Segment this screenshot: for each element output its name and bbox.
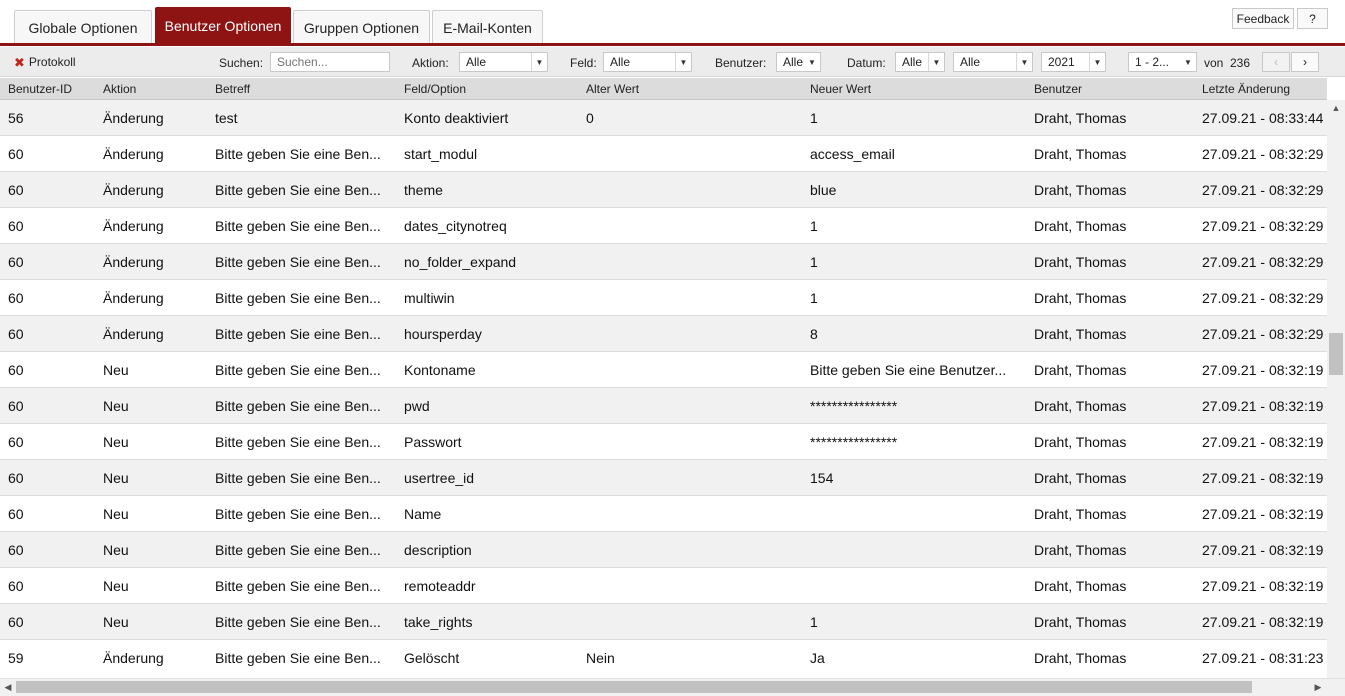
cell-neuer-wert (810, 496, 1030, 532)
cell-aktion: Neu (103, 362, 129, 378)
datum-label: Datum: (847, 56, 886, 70)
table-row[interactable] (0, 604, 1327, 640)
column-header-neuer-wert[interactable]: Neuer Wert (810, 82, 872, 96)
protokoll-label: Protokoll (28, 55, 76, 69)
cell-neuer-wert: Bitte geben Sie eine Benutzer... (810, 362, 1007, 378)
cell-benutzer-id: 60 (8, 398, 24, 414)
cell-aktion: Neu (103, 614, 129, 630)
cell-alter-wert (586, 172, 806, 208)
total-count: 236 (1230, 56, 1251, 70)
scroll-left-icon[interactable]: ◀ (4, 681, 12, 692)
cell-alter-wert (586, 568, 806, 604)
cell-alter-wert (586, 604, 806, 640)
cell-benutzer-id: 60 (8, 182, 24, 198)
scroll-up-icon[interactable]: ▲ (1331, 103, 1341, 113)
cell-benutzer-id: 60 (8, 362, 24, 378)
cell-benutzer: Draht, Thomas (1034, 182, 1127, 198)
table-body (0, 100, 1327, 675)
chevron-down-icon: ▼ (1184, 57, 1192, 67)
cell-letzte-aenderung: 27.09.21 - 08:31:23 (1202, 650, 1324, 666)
cell-letzte-aenderung: 27.09.21 - 08:33:44 (1202, 110, 1324, 126)
table-row[interactable] (0, 352, 1327, 388)
cell-betreff: Bitte geben Sie eine Ben... (215, 254, 381, 270)
cell-aktion: Neu (103, 470, 129, 486)
cell-aktion: Änderung (103, 110, 164, 126)
cell-alter-wert (586, 244, 806, 280)
cell-benutzer: Draht, Thomas (1034, 290, 1127, 306)
cell-neuer-wert: 1 (810, 254, 818, 270)
table-row[interactable] (0, 172, 1327, 208)
cell-benutzer-id: 60 (8, 146, 24, 162)
page-range-select[interactable] (1128, 52, 1197, 72)
tab-email-konten[interactable]: E-Mail-Konten (432, 10, 543, 44)
cell-benutzer-id: 60 (8, 290, 24, 306)
horizontal-scroll-thumb[interactable] (16, 681, 1252, 693)
table-row[interactable] (0, 136, 1327, 172)
cell-feld-option: hoursperday (404, 326, 482, 342)
cell-aktion: Neu (103, 506, 129, 522)
cell-alter-wert (586, 388, 806, 424)
cell-betreff: Bitte geben Sie eine Ben... (215, 290, 381, 306)
table-row[interactable] (0, 460, 1327, 496)
cell-benutzer-id: 60 (8, 470, 24, 486)
cell-benutzer: Draht, Thomas (1034, 326, 1127, 342)
cell-aktion: Neu (103, 398, 129, 414)
cell-benutzer: Draht, Thomas (1034, 110, 1127, 126)
chevron-down-icon: ▼ (531, 53, 547, 71)
chevron-down-icon: ▼ (1089, 53, 1105, 71)
benutzer-label: Benutzer: (715, 56, 767, 70)
column-header-letzte-aenderung[interactable]: Letzte Änderung (1202, 82, 1291, 96)
cell-betreff: Bitte geben Sie eine Ben... (215, 146, 381, 162)
cell-benutzer: Draht, Thomas (1034, 254, 1127, 270)
chevron-down-icon: ▼ (928, 53, 944, 71)
cell-neuer-wert: 1 (810, 218, 818, 234)
cell-aktion: Änderung (103, 326, 164, 342)
column-header-aktion[interactable]: Aktion (103, 82, 137, 96)
table-row[interactable] (0, 640, 1327, 675)
next-page-button[interactable] (1291, 52, 1319, 72)
cell-alter-wert (586, 460, 806, 496)
cell-alter-wert: Nein (586, 650, 615, 666)
cell-aktion: Änderung (103, 146, 164, 162)
cell-benutzer-id: 60 (8, 614, 24, 630)
cell-betreff: Bitte geben Sie eine Ben... (215, 362, 381, 378)
cell-aktion: Änderung (103, 650, 164, 666)
cell-letzte-aenderung: 27.09.21 - 08:32:19 (1202, 398, 1324, 414)
search-input[interactable] (270, 52, 390, 72)
cell-letzte-aenderung: 27.09.21 - 08:32:19 (1202, 614, 1324, 630)
prev-page-button[interactable] (1262, 52, 1290, 72)
cell-feld-option: Kontoname (404, 362, 476, 378)
cell-neuer-wert: 8 (810, 326, 818, 342)
cell-alter-wert (586, 424, 806, 460)
table-row[interactable] (0, 568, 1327, 604)
feedback-button[interactable]: Feedback (1232, 8, 1294, 29)
cell-feld-option: Konto deaktiviert (404, 110, 509, 126)
cell-neuer-wert: 1 (810, 614, 818, 630)
cell-benutzer: Draht, Thomas (1034, 470, 1127, 486)
cell-neuer-wert (810, 568, 1030, 604)
cell-benutzer: Draht, Thomas (1034, 146, 1127, 162)
cell-aktion: Änderung (103, 254, 164, 270)
cell-aktion: Änderung (103, 218, 164, 234)
cell-letzte-aenderung: 27.09.21 - 08:32:19 (1202, 434, 1324, 450)
chevron-down-icon: ▼ (675, 53, 691, 71)
cell-benutzer-id: 60 (8, 326, 24, 342)
cell-betreff: Bitte geben Sie eine Ben... (215, 650, 381, 666)
table-row[interactable] (0, 244, 1327, 280)
feld-label: Feld: (570, 56, 597, 70)
table-row[interactable] (0, 424, 1327, 460)
cell-betreff: Bitte geben Sie eine Ben... (215, 470, 381, 486)
chevron-right-icon: › (1303, 55, 1307, 69)
cell-benutzer-id: 60 (8, 542, 24, 558)
cell-letzte-aenderung: 27.09.21 - 08:32:19 (1202, 542, 1324, 558)
cell-alter-wert (586, 280, 806, 316)
cell-feld-option: multiwin (404, 290, 455, 306)
cell-aktion: Neu (103, 578, 129, 594)
cell-neuer-wert: access_email (810, 146, 895, 162)
cell-neuer-wert: **************** (810, 398, 898, 414)
cell-aktion: Neu (103, 434, 129, 450)
aktion-label: Aktion: (412, 56, 449, 70)
cell-feld-option: pwd (404, 398, 430, 414)
cell-alter-wert (586, 532, 806, 568)
year-value: 2021 (1048, 55, 1075, 69)
table-row[interactable] (0, 208, 1327, 244)
cell-feld-option: start_modul (404, 146, 478, 162)
cell-aktion: Neu (103, 542, 129, 558)
table-header (0, 78, 1327, 100)
cell-feld-option: remoteaddr (404, 578, 476, 594)
cell-benutzer-id: 59 (8, 650, 24, 666)
cell-feld-option: theme (404, 182, 443, 198)
vertical-scroll-thumb[interactable] (1329, 333, 1343, 375)
cell-feld-option: Name (404, 506, 442, 522)
cell-neuer-wert (810, 532, 1030, 568)
datum-value-1: Alle (902, 55, 923, 69)
cell-feld-option: description (404, 542, 472, 558)
table-row[interactable] (0, 100, 1327, 136)
cell-aktion: Änderung (103, 182, 164, 198)
cell-benutzer-id: 60 (8, 254, 24, 270)
cell-benutzer-id: 56 (8, 110, 24, 126)
cell-alter-wert: 0 (586, 110, 594, 126)
page-range-value: 1 - 2... (1135, 55, 1170, 69)
aktion-value: Alle (466, 55, 487, 69)
column-header-benutzer[interactable]: Benutzer (1034, 82, 1083, 96)
cell-benutzer: Draht, Thomas (1034, 434, 1127, 450)
feld-select[interactable] (603, 52, 692, 72)
cell-neuer-wert: 1 (810, 110, 818, 126)
datum-select-2[interactable] (953, 52, 1033, 72)
scroll-right-icon[interactable]: ▶ (1314, 681, 1322, 692)
cell-betreff: Bitte geben Sie eine Ben... (215, 542, 381, 558)
cell-letzte-aenderung: 27.09.21 - 08:32:29 (1202, 254, 1324, 270)
column-header-benutzer-id[interactable]: Benutzer-ID (8, 82, 73, 96)
datum-select-1[interactable] (895, 52, 945, 72)
column-header-alter-wert[interactable]: Alter Wert (586, 82, 640, 96)
total-prefix: von (1204, 56, 1224, 70)
chevron-down-icon: ▼ (1016, 53, 1032, 71)
cell-benutzer-id: 60 (8, 218, 24, 234)
cell-betreff: Bitte geben Sie eine Ben... (215, 182, 381, 198)
cell-feld-option: usertree_id (404, 470, 475, 486)
cell-letzte-aenderung: 27.09.21 - 08:32:29 (1202, 146, 1324, 162)
column-header-betreff[interactable]: Betreff (215, 82, 251, 96)
filter-toolbar (0, 47, 1345, 77)
cell-aktion: Änderung (103, 290, 164, 306)
cell-neuer-wert: 1 (810, 290, 818, 306)
cell-feld-option: Gelöscht (404, 650, 460, 666)
cell-betreff: Bitte geben Sie eine Ben... (215, 614, 381, 630)
tab-bar (0, 0, 1345, 46)
cell-benutzer-id: 60 (8, 578, 24, 594)
benutzer-select[interactable] (776, 52, 821, 72)
cell-neuer-wert: 154 (810, 470, 834, 486)
cell-letzte-aenderung: 27.09.21 - 08:32:19 (1202, 578, 1324, 594)
table-row[interactable] (0, 532, 1327, 568)
cell-alter-wert (586, 352, 806, 388)
cell-feld-option: no_folder_expand (404, 254, 517, 270)
search-label: Suchen: (219, 56, 264, 70)
year-select[interactable] (1041, 52, 1106, 72)
cell-benutzer: Draht, Thomas (1034, 614, 1127, 630)
help-button[interactable]: ? (1297, 8, 1328, 29)
cell-alter-wert (586, 136, 806, 172)
tab-gruppen-optionen[interactable]: Gruppen Optionen (293, 10, 430, 44)
cell-letzte-aenderung: 27.09.21 - 08:32:19 (1202, 470, 1324, 486)
cell-neuer-wert: **************** (810, 434, 898, 450)
datum-value-2: Alle (960, 55, 981, 69)
table-row[interactable] (0, 280, 1327, 316)
table-row[interactable] (0, 316, 1327, 352)
delete-icon: ✖ (14, 54, 25, 70)
cell-feld-option: Passwort (404, 434, 462, 450)
cell-neuer-wert: blue (810, 182, 837, 198)
table-row[interactable] (0, 388, 1327, 424)
cell-benutzer: Draht, Thomas (1034, 578, 1127, 594)
vertical-scrollbar[interactable] (1327, 100, 1345, 678)
protokoll-button[interactable] (14, 55, 76, 69)
cell-benutzer: Draht, Thomas (1034, 398, 1127, 414)
cell-benutzer: Draht, Thomas (1034, 650, 1127, 666)
cell-benutzer-id: 60 (8, 506, 24, 522)
cell-alter-wert (586, 208, 806, 244)
cell-letzte-aenderung: 27.09.21 - 08:32:29 (1202, 182, 1324, 198)
column-header-feld-option[interactable]: Feld/Option (404, 82, 467, 96)
cell-feld-option: take_rights (404, 614, 473, 630)
cell-benutzer: Draht, Thomas (1034, 362, 1127, 378)
cell-alter-wert (586, 316, 806, 352)
cell-benutzer: Draht, Thomas (1034, 506, 1127, 522)
cell-letzte-aenderung: 27.09.21 - 08:32:29 (1202, 290, 1324, 306)
cell-letzte-aenderung: 27.09.21 - 08:32:19 (1202, 506, 1324, 522)
cell-benutzer: Draht, Thomas (1034, 218, 1127, 234)
cell-betreff: Bitte geben Sie eine Ben... (215, 398, 381, 414)
tab-underline (0, 43, 1345, 46)
cell-benutzer-id: 60 (8, 434, 24, 450)
cell-betreff: Bitte geben Sie eine Ben... (215, 218, 381, 234)
cell-feld-option: dates_citynotreq (404, 218, 507, 234)
cell-neuer-wert: Ja (810, 650, 825, 666)
cell-betreff: Bitte geben Sie eine Ben... (215, 578, 381, 594)
cell-letzte-aenderung: 27.09.21 - 08:32:19 (1202, 362, 1324, 378)
tab-globale-optionen[interactable]: Globale Optionen (14, 10, 152, 44)
chevron-down-icon: ▼ (808, 57, 816, 67)
cell-benutzer: Draht, Thomas (1034, 542, 1127, 558)
cell-betreff: Bitte geben Sie eine Ben... (215, 326, 381, 342)
benutzer-value: Alle (783, 55, 804, 69)
cell-betreff: Bitte geben Sie eine Ben... (215, 506, 381, 522)
aktion-select[interactable] (459, 52, 548, 72)
table-row[interactable] (0, 496, 1327, 532)
cell-betreff: test (215, 110, 238, 126)
cell-alter-wert (586, 496, 806, 532)
cell-letzte-aenderung: 27.09.21 - 08:32:29 (1202, 218, 1324, 234)
chevron-left-icon: ‹ (1274, 55, 1278, 69)
tab-benutzer-optionen[interactable]: Benutzer Optionen (155, 7, 291, 44)
feld-value: Alle (610, 55, 631, 69)
cell-betreff: Bitte geben Sie eine Ben... (215, 434, 381, 450)
cell-letzte-aenderung: 27.09.21 - 08:32:29 (1202, 326, 1324, 342)
